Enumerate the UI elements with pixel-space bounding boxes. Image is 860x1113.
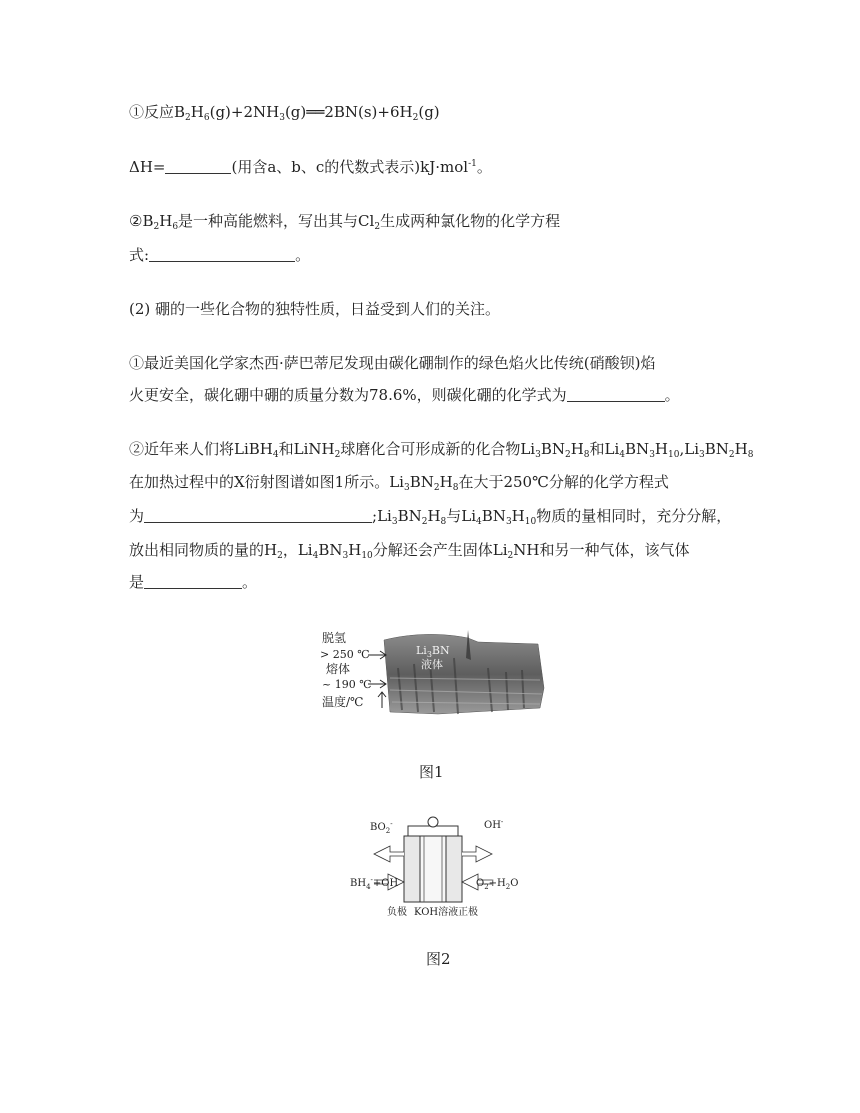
text: H [511,507,525,525]
paragraph-line [129,439,753,459]
reaction-equation-line [129,102,440,122]
subscript: 8 [583,450,590,460]
arrow-out-right-icon [462,846,492,862]
label-190: ~ 190 ℃ [322,678,372,691]
label-positive: 正极 [458,907,478,918]
text: 球磨化合可形成新的化合物Li [340,440,536,458]
text: BN [540,440,565,458]
text: 放出相同物质的量的H [129,541,278,559]
subscript: 4 [619,450,626,460]
text: 为 [129,507,145,525]
figure1-xrd-image [318,628,548,720]
label-250: > 250 ℃ [320,648,370,661]
subscript: 2 [334,450,341,460]
text: H [570,440,584,458]
subscript: 3 [403,483,410,493]
subscript: 6 [203,113,210,123]
subscript: 3 [535,450,541,460]
text: (g)+2NH [209,103,280,121]
subscript: 8 [440,517,447,527]
text: (g) [418,103,440,121]
subscript: 10 [524,517,537,527]
answer-blank[interactable] [144,573,242,589]
text: ，Li [282,541,313,559]
inner-label-liquid: 液体 [421,658,443,671]
paragraph-line [129,472,669,492]
text: 和Li [589,440,620,458]
subscript: 6 [172,222,179,232]
label-temp: 温度/℃ [322,695,364,709]
answer-blank[interactable] [144,507,372,523]
text: 分解还会产生固体Li [372,541,508,559]
label-dehydrogenation: 脱氢 [322,631,347,645]
answer-blank[interactable] [567,386,665,402]
text: BN [625,440,650,458]
text: 。 [476,158,492,176]
text: ,Li [679,440,699,458]
bulb-icon [428,817,438,827]
label-negative: 负极 [387,907,407,918]
subscript: 2 [433,483,440,493]
text: 和LiNH [278,440,335,458]
answer-blank[interactable] [165,158,231,174]
text: H [159,212,173,230]
paragraph-line [129,385,680,405]
superscript: -1 [468,159,477,169]
text: (用含a、b、c的代数式表示)kJ·mol [231,158,469,176]
figure2-fuel-cell-diagram [350,812,520,922]
paragraph-line: ①最近美国化学家杰西·萨巴蒂尼发现由碳化硼制作的绿色焰火比传统(硝酸钡)焰 [129,354,656,372]
text: H [190,103,204,121]
text: 是 [129,573,145,591]
subscript: 3 [699,450,705,460]
text: NH和另一种气体，该气体 [513,541,690,559]
text: ②B [129,212,154,230]
text: 在大于250℃分解的化学方程式 [458,473,669,491]
text: 。 [242,573,258,591]
label-melt: 熔体 [326,662,351,676]
subscript: 3 [279,113,285,123]
label-oh: OH- [484,818,504,831]
paragraph-line [129,572,257,592]
label-bh4-oh: $BH_4^-+OH^-$ [350,876,401,891]
subscript: 2 [412,113,419,123]
text: ②近年来人们将LiBH [129,440,273,458]
subscript: 8 [452,483,459,493]
arrow-up-temp [378,692,386,708]
text: BN [704,440,729,458]
text: H [439,473,453,491]
subscript: 10 [361,551,373,561]
subscript: 2 [153,222,160,232]
question-title: (2) 硼的一些化合物的独特性质，日益受到人们的关注。 [129,300,501,318]
subscript: 8 [747,450,754,460]
enthalpy-line [129,157,492,177]
positive-electrode [446,836,462,902]
text: 生成两种氯化物的化学方程 [380,212,561,230]
subscript: 3 [505,517,512,527]
text: 物质的量相同时，充分分解， [536,507,732,525]
text: 火更安全，碳化硼中硼的质量分数为78.6%，则碳化硼的化学式为 [129,386,567,404]
subscript: 3 [649,450,655,460]
text: 式: [129,246,150,264]
text: BN [481,507,506,525]
text: H [348,541,362,559]
text: ;Li [372,507,392,525]
subscript: 2 [277,551,283,561]
subscript: 3 [391,517,398,527]
subscript: 2 [564,450,571,460]
text: BN [397,507,422,525]
text: ①反应B [129,103,186,121]
paragraph-line [129,540,689,560]
label-o2-h2o: $O_2+H_2O$ [476,878,519,891]
answer-blank[interactable] [149,246,295,262]
subscript: 2 [374,222,381,232]
text: (g)══2BN(s)+6H [284,103,413,121]
subscript: 4 [476,517,482,527]
text: 。 [664,386,680,404]
arrow-250 [368,651,386,659]
text: 在加热过程中的X衍射图谱如图1所示。Li [129,473,404,491]
text: ΔH= [129,158,166,176]
text: 与Li [446,507,477,525]
subscript: 2 [185,113,191,123]
text: BN [409,473,434,491]
label-koh: KOH溶液 [414,907,459,918]
text: H [734,440,748,458]
inner-label-li3bn: $Li_3BN$ [416,644,450,659]
label-bo2: $BO_2^-$ [370,820,393,835]
figure2-caption: 图2 [426,950,451,968]
subscript: 10 [668,450,680,460]
text: 是一种高能燃料，写出其与Cl [178,212,375,230]
subscript: 2 [728,450,735,460]
subscript: 4 [272,450,279,460]
question-line [129,245,310,265]
text: 。 [295,246,311,264]
negative-electrode [404,836,420,902]
paragraph-line [129,506,731,526]
text: H [427,507,441,525]
subscript: 4 [312,551,319,561]
text: H [654,440,669,458]
figure1-caption: 图1 [419,763,444,781]
text: BN [318,541,343,559]
subscript: 2 [507,551,514,561]
question-line [129,211,560,231]
subscript: 3 [342,551,349,561]
subscript: 2 [421,517,428,527]
arrow-out-left-icon [374,846,404,862]
